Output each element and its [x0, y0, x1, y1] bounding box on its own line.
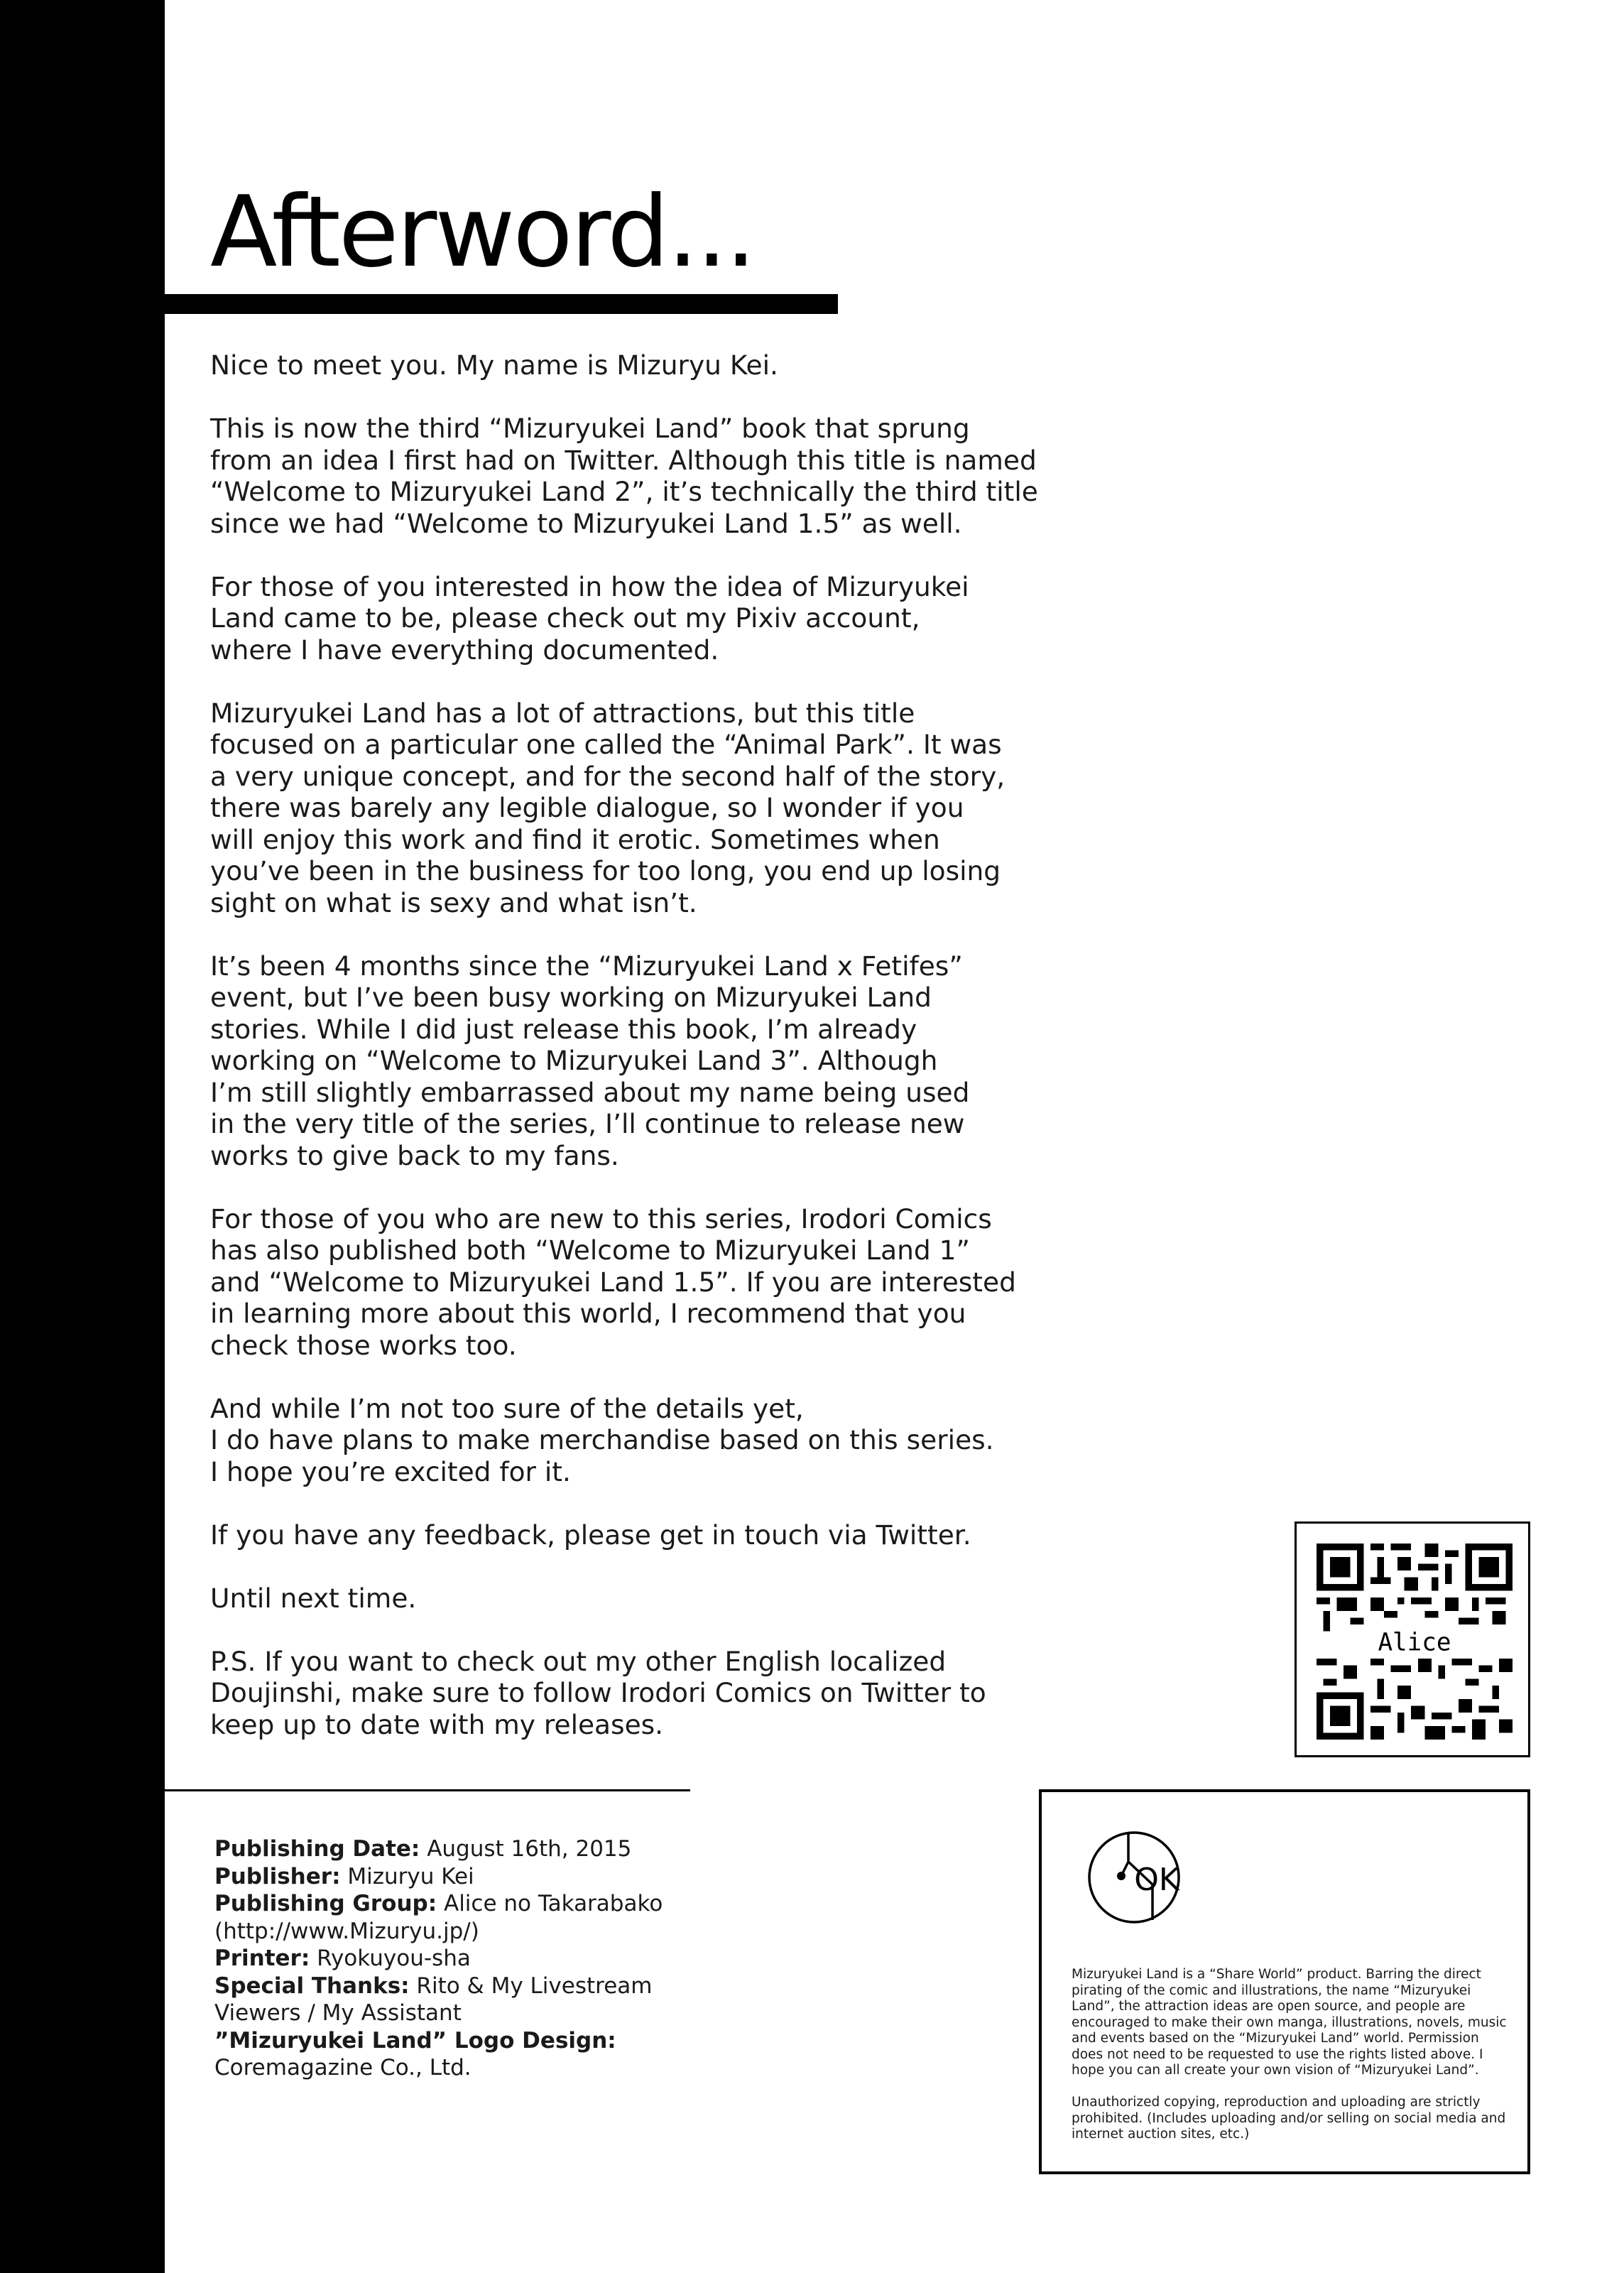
credit-group-url: (http://www.Mizuryu.jp/)	[214, 1918, 479, 1944]
credit-logo-design-label: ”Mizuryukei Land” Logo Design:	[214, 2027, 616, 2054]
license-text	[1072, 1967, 1512, 2159]
ok-logo-text: OK	[1134, 1862, 1179, 1898]
afterword-body	[210, 349, 1048, 1772]
paragraph-ps: P.S. If you want to check out my other English localized Doujinshi, make sure to follow Irodori Comics on Twitter to keep up to date with my releases.	[210, 1645, 986, 1740]
qr-code-icon	[1317, 1544, 1513, 1740]
title-underline	[165, 294, 838, 314]
credit-special-thanks: Special Thanks: Rito & My Livestream	[214, 1973, 653, 1999]
paragraph-third-book: This is now the third “Mizuryukei Land” book that sprung from an idea I first had on Twitter. Although this title is named “Welcome to Mizuryukei Land 2”, it’s technically the third title since we had “Welcome to Mizuryukei Land 1.5” as well.	[210, 413, 1038, 539]
paragraph-feedback: If you have any feedback, please get in touch via Twitter.	[210, 1519, 971, 1551]
page-title: Afterword...	[210, 175, 755, 289]
paragraph-pixiv: For those of you interested in how the idea of Mizuryukei Land came to be, please check out my Pixiv account, where I have everything documented.	[210, 570, 969, 666]
paragraph-greeting: Nice to meet you. My name is Mizuryu Kei.	[210, 349, 778, 381]
ok-logo-icon	[1079, 1821, 1199, 1934]
paragraph-merchandise: And while I’m not too sure of the details yet, I do have plans to make merchandise based on this series. I hope you’re excited for it.	[210, 1392, 994, 1487]
credit-publishing-group: Publishing Group: Alice no Takarabako	[214, 1891, 663, 1916]
paragraph-animal-park: Mizuryukei Land has a lot of attractions, but this title focused on a particular one called the “Animal Park”. It was a very unique concept, and for the second half of the story, there was barely any legible dialogue, so I wonder if you will enjoy this work and find it erotic. Sometimes when you’ve been in the business for too long, you end up losing sight on what is sexy and what isn’t.	[210, 697, 1006, 918]
qr-code-box	[1295, 1521, 1530, 1757]
qr-label: Alice	[1378, 1628, 1451, 1657]
paragraph-new-readers: For those of you who are new to this series, Irodori Comics has also published both “Welcome to Mizuryukei Land 1” and “Welcome to Mizuryukei Land 1.5”. If you are interested in learning more about this world, I recommend that you check those works too.	[210, 1203, 1016, 1361]
credit-logo-design-value: Coremagazine Co., Ltd.	[214, 2055, 472, 2081]
license-share-world: Mizuryukei Land is a “Share World” product. Barring the direct pirating of the comic and illustrations, the name “Mizuryukei Land”, the attraction ideas are open source, and people are encouraged to make their own manga, illustrations, novels, music and events based on the “Mizuryukei Land” world. Permission does not need to be requested to use the rights listed above. I hope you can all create your own vision of “Mizuryukei Land”.	[1072, 1967, 1507, 2078]
credit-printer: Printer: Ryokuyou-sha	[214, 1946, 471, 1971]
license-unauthorized: Unauthorized copying, reproduction and uploading are strictly prohibited. (Includes uploading and/or selling on social media and internet auction sites, etc.)	[1072, 2095, 1506, 2142]
share-world-license-box	[1039, 1789, 1530, 2174]
paragraph-signoff: Until next time.	[210, 1582, 417, 1614]
credits-divider	[165, 1789, 690, 1791]
credit-publishing-date: Publishing Date: August 16th, 2015	[214, 1836, 632, 1862]
paragraph-fetifes: It’s been 4 months since the “Mizuryukei Land x Fetifes” event, but I’ve been busy working on Mizuryukei Land stories. While I did just release this book, I’m already working on “Welcome to Mizuryukei Land 3”. Although I’m still slightly embarrassed about my name being used in the very title of the series, I’ll continue to release new works to give back to my fans.	[210, 950, 970, 1171]
publication-credits	[214, 1835, 669, 2082]
credit-special-thanks-cont: Viewers / My Assistant	[214, 2000, 462, 2026]
left-black-bar	[0, 0, 165, 2273]
credit-publisher: Publisher: Mizuryu Kei	[214, 1863, 474, 1889]
